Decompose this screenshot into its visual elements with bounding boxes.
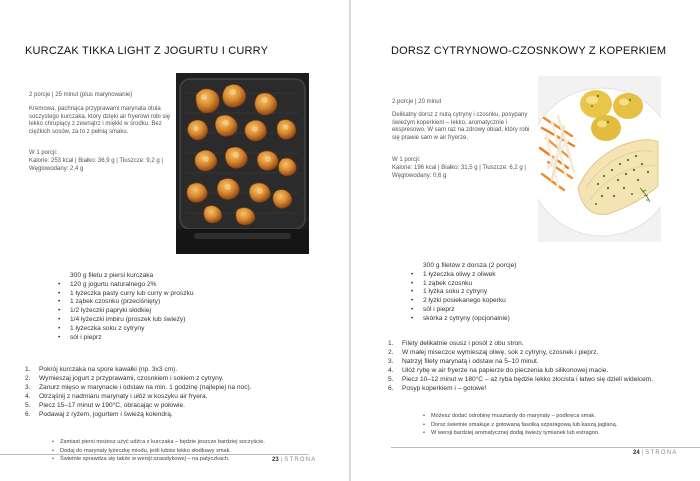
recipe-meta: 2 porcje | 20 minut	[392, 99, 442, 105]
ingredient-item	[409, 271, 516, 280]
ingredient-item	[56, 272, 194, 281]
tip-text: Dodaj do marynaty łyżeczkę miodu, jeśli lubisz lekko słodkawy smak.	[60, 447, 231, 454]
page-number-value: 23	[272, 457, 279, 463]
step-item	[25, 411, 252, 420]
ingredient-item	[56, 334, 194, 343]
recipe-title: DORSZ CYTRYNOWO-CZOSNKOWY Z KOPERKIEM	[391, 45, 667, 57]
tip-item	[423, 429, 617, 438]
step-text: Piecz 15–17 minut w 190°C, obracając w połowie.	[39, 401, 185, 409]
tip-item	[423, 412, 617, 421]
cod-dish-photo	[538, 76, 661, 242]
ingredient-item	[56, 290, 194, 299]
ingredient-text: skórka z cytryny (opcjonalnie)	[423, 314, 510, 322]
tip-item	[52, 455, 265, 464]
step-item	[25, 375, 252, 384]
nutrition-info: Kalorie: 196 kcal | Białko: 31,5 g | Tłuszcze: 6,2 g | Węglowodany: 0,6 g	[392, 165, 526, 179]
page-word: STRONA	[284, 457, 317, 463]
step-text: Otrząśnij z nadmiaru marynaty i ułóż w koszyku air fryera.	[39, 392, 208, 400]
ingredient-item	[56, 316, 194, 325]
ingredient-item	[409, 306, 516, 315]
ingredient-text: 1/4 łyżeczki imbiru (proszek lub świeży)	[70, 315, 186, 323]
step-item	[388, 340, 653, 349]
step-item	[388, 358, 653, 367]
page-number-separator: |	[641, 450, 644, 456]
step-number: 1.	[388, 340, 394, 347]
ingredient-text: sól i pieprz	[70, 333, 102, 341]
tip-text: Świetnie sprawdza się także w wersji szaszłykowej – na patyczkach.	[60, 456, 230, 463]
page-number-separator: |	[280, 457, 283, 463]
right-page	[351, 0, 700, 481]
cod-dish-image	[538, 76, 661, 242]
step-number: 4.	[388, 366, 394, 374]
step-number: 3.	[388, 357, 394, 365]
step-item	[388, 349, 653, 358]
tip-item	[423, 421, 617, 430]
tip-text: Możesz dodać odrobinę musztardy do marynaty – podkręca smak.	[431, 413, 596, 419]
footer-line	[0, 454, 309, 455]
ingredient-text: sól i pieprz	[423, 305, 455, 313]
step-text: W małej miseczce wymieszaj oliwę, sok z cytryny, czosnek i pieprz.	[402, 348, 599, 356]
step-number: 4.	[25, 392, 31, 400]
page-number-value: 24	[633, 450, 640, 456]
tip-item	[52, 438, 265, 447]
recipe-description: Kremowa, pachnąca przyprawami marynata otula soczystego kurczaka, który dzięki air fryerowi robi się lekko chrupiący z zewnątrz i miękki w środku. Bez ciężkich sosów, za to z pełnią smaku.	[29, 106, 171, 135]
recipe-description: Delikatny dorsz z nutą cytryny i czosnku, posypany świeżym koperkiem – lekko, aromatycznie i ekspresowo. W sam raz na zdrowy obiad, który robi się prawie sam w air fryerze.	[392, 112, 530, 141]
steps-list	[25, 366, 252, 419]
tip-text: W wersji bardziej aromatycznej dodaj świeży tymianek lub estragon.	[431, 430, 600, 437]
step-text: Ułóż rybę w air fryerze na papierze do pieczenia lub silikonowej macie.	[402, 366, 609, 374]
nutrition-info: Kalorie: 253 kcal | Białko: 36,9 g | Tłuszcze: 9,2 g | Węglowodany: 2,4 g	[29, 158, 163, 172]
ingredient-item	[409, 280, 516, 289]
tips-list	[423, 412, 617, 438]
ingredient-text: 1 łyżeczka pasty curry lub curry w proszku	[70, 289, 194, 297]
ingredient-item	[56, 298, 194, 307]
recipe-title: KURCZAK TIKKA LIGHT Z JOGURTU I CURRY	[25, 45, 269, 57]
nutrition-header: W 1 porcji:	[392, 157, 421, 163]
ingredient-item	[56, 307, 194, 316]
step-text: Posyp koperkiem i – gotowe!	[402, 384, 487, 392]
ingredient-item	[56, 325, 194, 334]
step-number: 2.	[388, 348, 394, 356]
ingredients-list	[409, 262, 516, 324]
ingredient-text: 1/2 łyżeczki papryki słodkiej	[70, 307, 151, 315]
step-item	[25, 366, 252, 375]
ingredient-item	[56, 281, 194, 290]
chicken-tikka-image	[176, 73, 309, 254]
ingredient-item	[409, 262, 516, 271]
steps-list	[388, 340, 653, 393]
step-number: 3.	[25, 383, 31, 391]
ingredient-text: 1 ząbek czosnku (przeciśnięty)	[70, 298, 161, 306]
ingredient-text: 1 łyżka soku z cytryny	[423, 288, 488, 296]
page-number	[272, 457, 316, 463]
nutrition-header: W 1 porcji:	[29, 150, 58, 156]
step-item	[388, 385, 653, 394]
step-text: Zanurz mięso w marynacie i odstaw na min. 1 godzinę (najlepiej na noc).	[39, 383, 252, 391]
step-text: Podawaj z ryżem, jogurtem i świeżą kolendrą.	[39, 410, 173, 418]
step-item	[388, 367, 653, 376]
step-number: 2.	[25, 374, 31, 382]
step-number: 1.	[25, 366, 31, 373]
step-item	[25, 393, 252, 402]
step-number: 5.	[388, 375, 394, 383]
step-item	[388, 376, 653, 385]
ingredient-text: 300 g filetu z piersi kurczaka	[70, 272, 154, 279]
page-number	[633, 450, 677, 456]
tip-text: Zamiast piersi możesz użyć udźca z kurczaka – będzie jeszcze bardziej soczyście.	[60, 439, 265, 445]
step-text: Pokrój kurczaka na spore kawałki (np. 3x3 cm).	[39, 366, 178, 373]
step-number: 6.	[25, 410, 31, 418]
ingredient-text: 300 g filetów z dorsza (2 porcje)	[423, 262, 517, 269]
ingredient-text: 1 łyżeczka oliwy z oliwek	[423, 270, 496, 278]
ingredient-text: 120 g jogurtu naturalnego 2%	[70, 280, 157, 288]
left-page	[0, 0, 349, 481]
ingredients-list	[56, 272, 194, 342]
recipe-meta: 2 porcje | 25 minut (plus marynowanie)	[29, 92, 133, 98]
ingredient-item	[409, 288, 516, 297]
tips-list	[52, 438, 265, 464]
ingredient-text: 2 łyżki posiekanego koperku	[423, 297, 506, 305]
step-text: Filety delikatnie osusz i posól z obu stron.	[402, 340, 524, 347]
ingredient-item	[409, 297, 516, 306]
chicken-tikka-photo	[176, 73, 309, 254]
ingredient-text: 1 łyżeczka soku z cytryny	[70, 324, 145, 332]
ingredient-item	[409, 315, 516, 324]
footer-line	[391, 447, 700, 448]
step-number: 6.	[388, 384, 394, 392]
page-word: STRONA	[645, 450, 678, 456]
ingredient-text: 1 ząbek czosnku	[423, 279, 473, 287]
step-text: Wymieszaj jogurt z przyprawami, czosnkiem i sokiem z cytryny.	[39, 374, 224, 382]
step-item	[25, 402, 252, 411]
step-item	[25, 384, 252, 393]
step-text: Piecz 10–12 minut w 180°C – aż ryba będzie lekko złocista i łatwo się dzieli widelcem.	[402, 375, 654, 383]
tip-text: Dorsz świetnie smakuje z gotowaną fasolką szparagową lub kaszą jaglaną.	[431, 421, 618, 428]
step-number: 5.	[25, 401, 31, 409]
step-text: Natrzyj filety marynatą i odstaw na 5–10 minut.	[402, 357, 539, 365]
